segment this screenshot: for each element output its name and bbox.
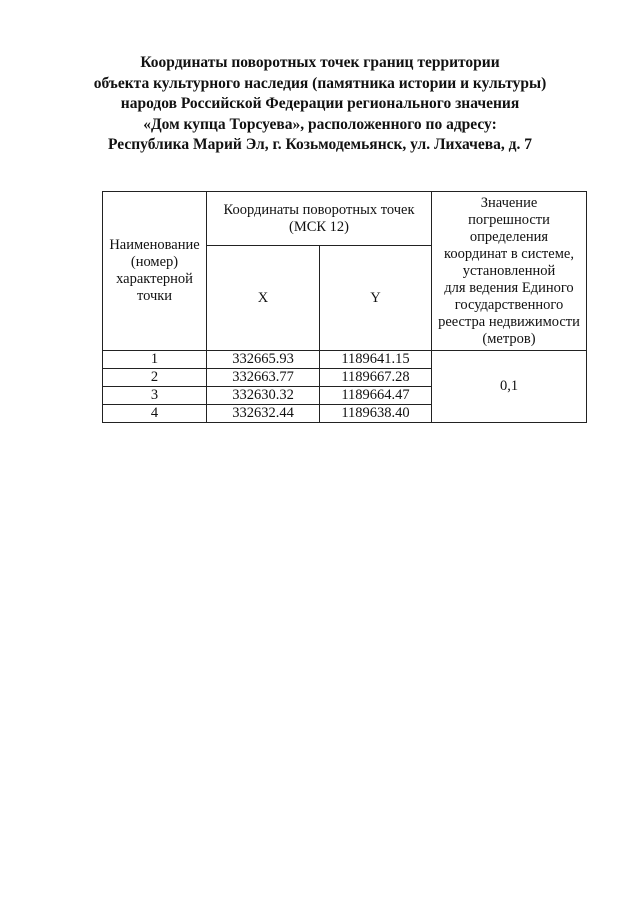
header-error: Значение погрешности определения координат в системе, установленной для ведения Единого государственного реестра недвижимости (метров) — [432, 192, 587, 351]
point-y: 1189667.28 — [320, 369, 432, 387]
title-line: Координаты поворотных точек границ территории — [140, 54, 500, 71]
point-x: 332630.32 — [207, 387, 320, 405]
point-x: 332663.77 — [207, 369, 320, 387]
title-line: народов Российской Федерации регионального значения — [120, 95, 520, 112]
header-point-name: Наименование (номер) характерной точки — [103, 192, 207, 351]
point-x: 332632.44 — [207, 405, 320, 423]
title-line: объекта культурного наследия (памятника истории и культуры) — [93, 74, 547, 92]
title-line: «Дом купца Торсуева», расположенного по адресу: — [143, 115, 497, 133]
point-number: 4 — [103, 405, 207, 423]
point-number: 3 — [103, 387, 207, 405]
title-line: Республика Марий Эл, г. Козьмодемьянск, ул. Лихачева, д. 7 — [108, 136, 532, 153]
point-y: 1189641.15 — [320, 351, 432, 369]
header-x: X — [207, 246, 320, 351]
point-y: 1189638.40 — [320, 405, 432, 423]
point-number: 2 — [103, 369, 207, 387]
document-title — [0, 53, 640, 156]
table-row — [103, 351, 587, 369]
error-value: 0,1 — [432, 351, 587, 423]
header-y: Y — [320, 246, 432, 351]
header-coordinates: Координаты поворотных точек (МСК 12) — [207, 192, 432, 246]
point-number: 1 — [103, 351, 207, 369]
coordinates-table — [102, 191, 587, 423]
point-y: 1189664.47 — [320, 387, 432, 405]
point-x: 332665.93 — [207, 351, 320, 369]
